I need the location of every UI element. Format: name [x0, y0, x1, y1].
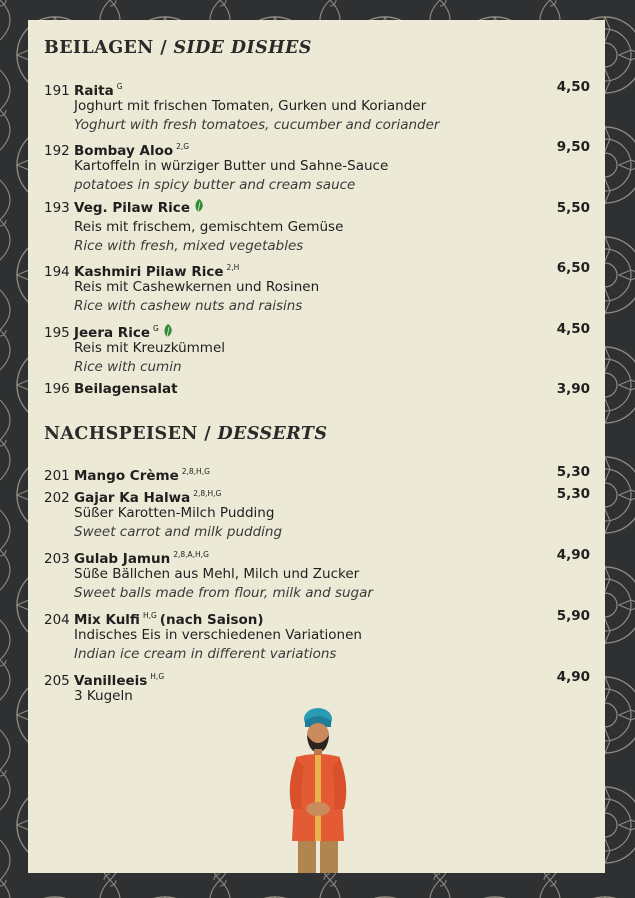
item-description-english: Rice with fresh, mixed vegetables	[74, 237, 304, 254]
section-title-german: BEILAGEN	[44, 38, 154, 58]
menu-item-header	[44, 319, 590, 339]
menu-item	[44, 667, 590, 706]
menu-item-header	[44, 379, 590, 399]
menu-panel	[28, 20, 605, 873]
item-description-german: 3 Kugeln	[74, 688, 133, 704]
item-number: 192	[44, 143, 70, 160]
section-title-separator: /	[204, 424, 212, 444]
item-number: 201	[44, 468, 70, 484]
allergen-marks: 2,8,A,H,G	[173, 550, 209, 559]
item-name: Raita	[74, 83, 114, 99]
section-title-english: DESSERTS	[217, 424, 328, 444]
menu-item-header	[44, 258, 590, 281]
allergen-marks: 2,8,H,G	[181, 467, 210, 476]
menu-item-header	[44, 484, 590, 504]
item-price: 9,50	[556, 139, 590, 156]
section-title-separator: /	[160, 38, 167, 58]
item-number: 194	[44, 264, 70, 281]
item-price: 4,90	[556, 669, 590, 685]
item-name-suffix: (nach Saison)	[159, 612, 264, 628]
item-price: 5,50	[556, 199, 590, 216]
item-description-german: Kartoffeln in würziger Butter und Sahne-Sauce	[74, 158, 389, 175]
item-description-german: Süße Bällchen aus Mehl, Milch und Zucker	[74, 566, 360, 582]
menu-item-header	[44, 606, 590, 626]
menu-item	[44, 77, 590, 135]
section-title-english: SIDE DISHES	[173, 38, 312, 58]
menu-item-header	[44, 545, 590, 565]
allergen-marks: G	[116, 82, 123, 91]
item-description-german: Indisches Eis in verschiedenen Variationen	[74, 627, 362, 643]
waiter-illustration	[278, 705, 358, 873]
item-description-english: Sweet carrot and milk pudding	[74, 524, 283, 540]
item-number: 202	[44, 490, 70, 506]
menu-item	[44, 379, 590, 399]
menu-item-header	[44, 667, 590, 687]
item-number: 205	[44, 673, 70, 689]
item-number: 196	[44, 381, 70, 397]
menu-item	[44, 545, 590, 603]
item-name: Bombay Aloo	[74, 143, 174, 160]
item-description-english: Rice with cumin	[74, 358, 182, 375]
item-price: 4,90	[556, 547, 590, 563]
menu-item-header	[44, 77, 590, 97]
allergen-marks: 2,H	[226, 263, 240, 273]
menu-item-header	[44, 198, 590, 218]
item-name: Jeera Rice	[74, 324, 150, 341]
section-title-desserts	[44, 424, 327, 444]
item-name: Gulab Jamun	[74, 551, 171, 567]
item-description-german: Reis mit Kreuzkümmel	[74, 339, 226, 356]
item-description-german: Joghurt mit frischen Tomaten, Gurken und Koriander	[74, 98, 427, 114]
item-price: 4,50	[556, 320, 590, 337]
allergen-marks: H,G	[150, 672, 165, 681]
item-price: 3,90	[556, 381, 590, 397]
menu-item-header	[44, 137, 590, 160]
item-price: 5,30	[556, 486, 590, 502]
allergen-marks: G	[152, 323, 159, 333]
item-description-english: Indian ice cream in different variations	[74, 646, 337, 662]
menu-item	[44, 462, 590, 482]
menu-item-header	[44, 462, 590, 482]
menu-item	[44, 258, 590, 316]
item-name: Kashmiri Pilaw Rice	[74, 264, 224, 281]
item-name: Gajar Ka Halwa	[74, 490, 191, 506]
item-description-german: Reis mit Cashewkernen und Rosinen	[74, 279, 320, 296]
item-price: 4,50	[556, 79, 590, 95]
item-price: 5,90	[556, 608, 590, 624]
section-title-side-dishes	[44, 38, 312, 58]
item-price: 6,50	[556, 260, 590, 277]
item-description-english: Sweet balls made from flour, milk and sugar	[74, 585, 373, 601]
item-number: 204	[44, 612, 70, 628]
item-name: Mango Crème	[74, 468, 179, 484]
item-description-english: Rice with cashew nuts and raisins	[74, 298, 303, 315]
menu-item	[44, 319, 590, 377]
item-price: 5,30	[556, 464, 590, 480]
item-description-english: potatoes in spicy butter and cream sauce	[74, 177, 356, 194]
menu-item	[44, 606, 590, 664]
item-description-english: Yoghurt with fresh tomatoes, cucumber and coriander	[74, 117, 440, 133]
allergen-marks: 2,G	[176, 142, 190, 152]
item-name: Mix Kulfi	[74, 612, 140, 628]
item-number: 195	[44, 324, 70, 341]
menu-item	[44, 198, 590, 256]
item-number: 203	[44, 551, 70, 567]
menu-item	[44, 484, 590, 542]
item-description-german: Reis mit frischem, gemischtem Gemüse	[74, 218, 344, 235]
leaf-icon	[163, 324, 173, 344]
leaf-icon	[194, 199, 204, 219]
item-name: Beilagensalat	[74, 381, 178, 397]
section-title-german: NACHSPEISEN	[44, 424, 198, 444]
item-name: Vanilleeis	[74, 673, 148, 689]
allergen-marks: H,G	[142, 611, 157, 620]
item-name: Veg. Pilaw Rice	[74, 199, 190, 216]
item-description-german: Süßer Karotten-Milch Pudding	[74, 505, 275, 521]
menu-item	[44, 137, 590, 195]
item-number: 193	[44, 199, 70, 216]
allergen-marks: 2,8,H,G	[193, 489, 222, 498]
item-number: 191	[44, 83, 70, 99]
